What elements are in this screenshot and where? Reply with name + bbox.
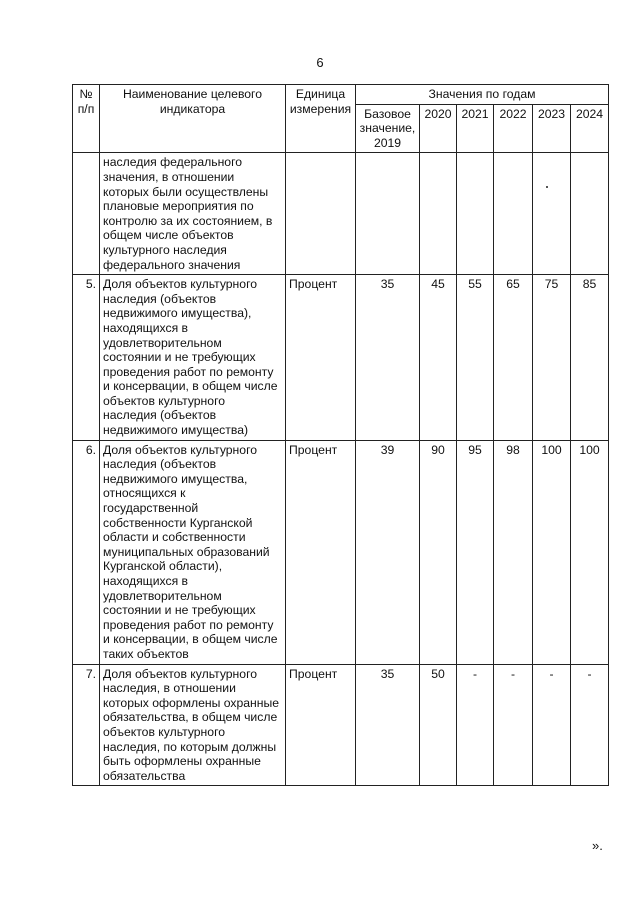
row-unit: [286, 153, 356, 275]
row-value-2023: 75: [533, 275, 571, 441]
header-name: [100, 85, 286, 153]
header-year-2023: [533, 104, 571, 153]
header-year-label: 2023: [537, 106, 566, 121]
row-value-2020: 45: [420, 275, 457, 441]
row-indicator-name: Доля объектов культурного наследия (объектов недвижимого имущества, относящихся к государственной собственности Курганской области и собственности муниципальных образований Курганской области), находящихся в удовлетворительном состоянии и не требующих проведения работ по ремонту и консервации, в общем числе таких объектов: [100, 440, 286, 664]
header-values-group: [356, 85, 609, 105]
table-row: [73, 275, 609, 441]
row-base-value: 39: [356, 440, 420, 664]
row-value-2024: -: [571, 664, 609, 786]
header-year-2020: [420, 104, 457, 153]
row-value-2022: [494, 153, 533, 275]
indicators-table: [72, 84, 609, 786]
row-value-2023: [533, 153, 571, 275]
header-values-group-label: Значения по годам: [428, 87, 536, 101]
header-unit: [286, 85, 356, 153]
row-unit: Процент: [286, 664, 356, 786]
table-row: [73, 153, 609, 275]
header-year-2022: [494, 104, 533, 153]
row-num: 7.: [73, 664, 100, 786]
row-value-2021: 95: [457, 440, 494, 664]
header-year-label: 2024: [575, 106, 604, 121]
row-value-2024: 85: [571, 275, 609, 441]
row-value-2020: 50: [420, 664, 457, 786]
row-num: 6.: [73, 440, 100, 664]
row-value-2023: -: [533, 664, 571, 786]
row-unit: Процент: [286, 440, 356, 664]
header-num-label: № п/п: [77, 87, 95, 116]
row-value-2022: -: [494, 664, 533, 786]
row-num: 5.: [73, 275, 100, 441]
row-value-2021: [457, 153, 494, 275]
table-row: [73, 440, 609, 664]
row-indicator-name: Доля объектов культурного наследия (объектов недвижимого имущества), находящихся в удовлетворительном состоянии и не требующих проведения работ по ремонту и консервации, в общем числе объектов культурного наследия (объектов недвижимого имущества): [100, 275, 286, 441]
row-value-2022: 65: [494, 275, 533, 441]
header-year-label: 2021: [461, 106, 489, 121]
page-number: 6: [316, 55, 324, 70]
header-year-label: 2022: [499, 106, 527, 121]
header-base-label: Базовое значение, 2019: [359, 106, 416, 150]
header-unit-label: Единица измерения: [289, 87, 352, 116]
table-row: [73, 664, 609, 786]
row-value-2022: 98: [494, 440, 533, 664]
row-base-value: 35: [356, 275, 420, 441]
row-value-2023: 100: [533, 440, 571, 664]
row-base-value: [356, 153, 420, 275]
row-value-2024: [571, 153, 609, 275]
row-value-2024: 100: [571, 440, 609, 664]
row-value-2021: -: [457, 664, 494, 786]
header-year-2024: [571, 104, 609, 153]
header-num: [73, 85, 100, 153]
header-year-2021: [457, 104, 494, 153]
header-row-1: [73, 85, 609, 105]
row-value-2020: [420, 153, 457, 275]
header-year-label: 2020: [424, 106, 452, 121]
row-indicator-name: наследия федерального значения, в отношении которых были осуществлены плановые мероприятия по контролю за их состоянием, в общем числе объектов культурного наследия федерального значения: [100, 153, 286, 275]
closing-quote-mark: ».: [592, 838, 603, 853]
row-value-2021: 55: [457, 275, 494, 441]
row-base-value: 35: [356, 664, 420, 786]
row-value-2020: 90: [420, 440, 457, 664]
header-name-label: Наименование целевого индикатора: [122, 87, 263, 116]
row-unit: Процент: [286, 275, 356, 441]
header-base: [356, 104, 420, 153]
row-indicator-name: Доля объектов культурного наследия, в отношении которых оформлены охранные обязательства, в общем числе объектов культурного наследия, по которым должны быть оформлены охранные обязательства: [100, 664, 286, 786]
row-num: [73, 153, 100, 275]
